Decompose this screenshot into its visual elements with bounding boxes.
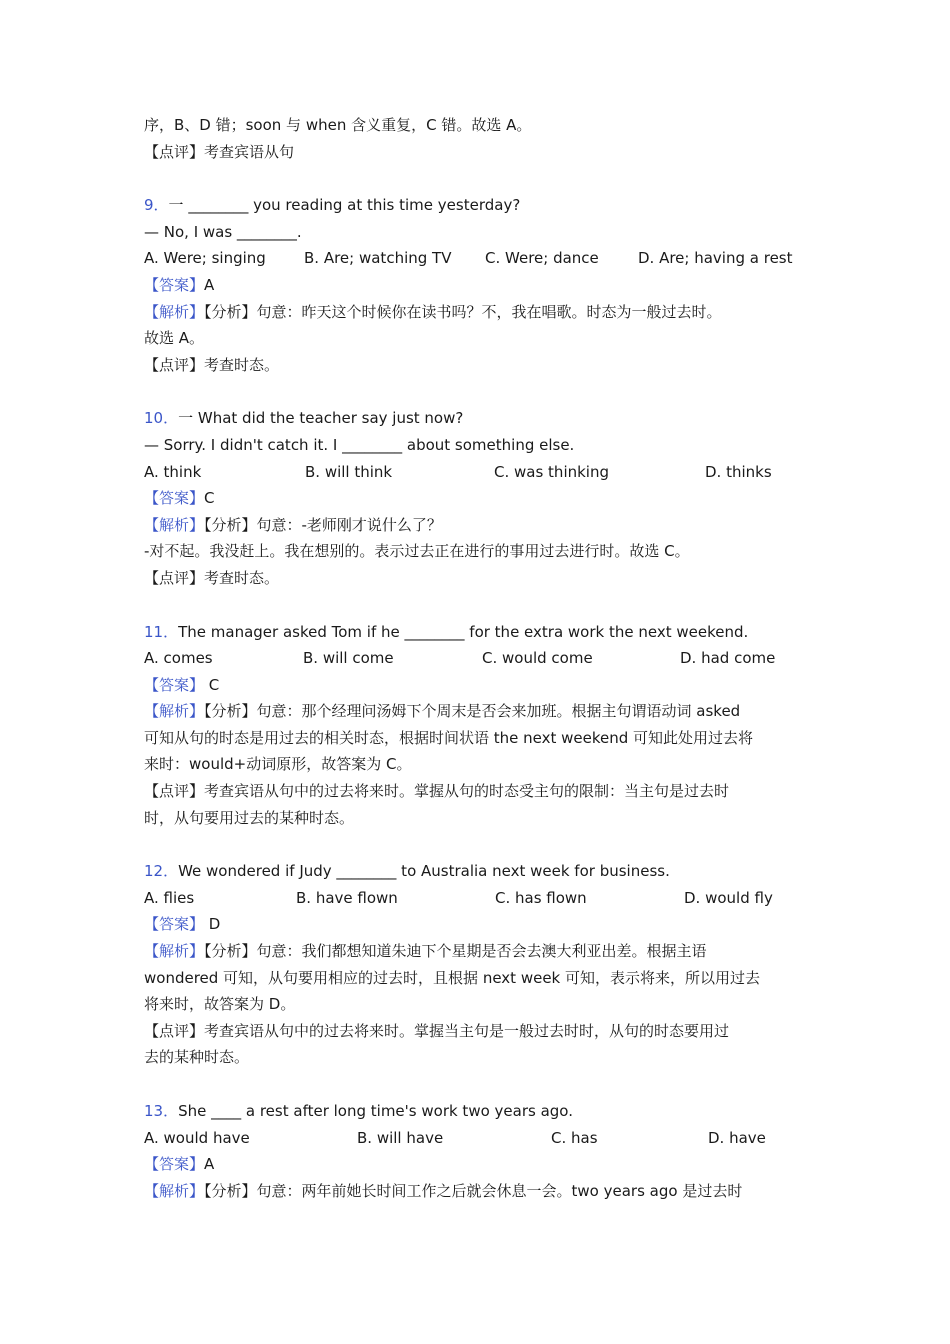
answer-line: 【答案】 C — [144, 675, 220, 694]
option-c: C. would come — [482, 649, 593, 668]
answer-label: 【答案】 — [144, 1155, 205, 1174]
analysis-line: 将来时，故答案为 D。 — [144, 995, 296, 1014]
option-b: B. Are; watching TV — [304, 249, 452, 268]
answer-line: 【答案】 D — [144, 915, 221, 934]
question-number: 9． — [144, 196, 169, 215]
answer-options — [144, 885, 814, 912]
answer-options — [144, 1125, 814, 1152]
analysis-line: 来时：would+动词原形，故答案为 C。 — [144, 755, 412, 774]
comment-line: 去的某种时态。 — [144, 1048, 250, 1067]
option-c: C. was thinking — [494, 462, 609, 481]
answer-line: 【答案】C — [144, 489, 215, 508]
option-b: B. will have — [357, 1128, 444, 1147]
comment-label: 【点评】 — [144, 782, 205, 801]
analysis-label: 【解析】 — [144, 702, 205, 721]
question-number: 12． — [144, 862, 179, 881]
option-a: A. Were; singing — [144, 249, 266, 268]
comment-label: 【点评】 — [144, 142, 205, 161]
question-stem: 10．一 What did the teacher say just now? — [144, 409, 464, 428]
comment-line: 【点评】考查时态。 — [144, 355, 280, 374]
analysis-line: wondered 可知，从句要用相应的过去时，且根据 next week 可知，表示将来，所以用过去 — [144, 968, 761, 987]
analysis-label: 【解析】 — [144, 302, 205, 321]
option-d: D. had come — [680, 649, 776, 668]
question-stem: 11．The manager asked Tom if he ________ for the extra work the next weekend. — [144, 622, 749, 641]
option-b: B. have flown — [296, 888, 398, 907]
analysis-line: -对不起。我没赶上。我在想别的。表示过去正在进行的事用过去进行时。故选 C。 — [144, 542, 690, 561]
question-stem-line2: — Sorry. I didn't catch it. I ________ about something else. — [144, 435, 575, 454]
answer-label: 【答案】 — [144, 915, 205, 934]
answer-label: 【答案】 — [144, 675, 205, 694]
intro-comment: 【点评】考查宾语从句 — [144, 142, 295, 161]
question-stem: 13．She ____ a rest after long time's work two years ago. — [144, 1102, 573, 1120]
answer-line: 【答案】A — [144, 275, 215, 294]
analysis-line: 【解析】【分析】句意：昨天这个时候你在读书吗？不，我在唱歌。时态为一般过去时。 — [144, 302, 722, 321]
option-b: B. will think — [305, 462, 393, 481]
analysis-label: 【解析】 — [144, 515, 205, 534]
analysis-line: 【解析】【分析】句意：那个经理问汤姆下个周末是否会来加班。根据主句谓语动词 asked — [144, 702, 741, 721]
comment-line: 时，从句要用过去的某种时态。 — [144, 808, 355, 827]
question-stem: 12．We wondered if Judy ________ to Australia next week for business. — [144, 862, 670, 881]
option-d: D. thinks — [705, 462, 772, 481]
analysis-line: 可知从句的时态是用过去的相关时态，根据时间状语 the next weekend 可知此处用过去将 — [144, 728, 754, 747]
comment-label: 【点评】 — [144, 355, 205, 374]
comment-line: 【点评】考查时态。 — [144, 568, 280, 587]
option-a: A. would have — [144, 1128, 250, 1147]
option-d: D. have — [708, 1128, 766, 1147]
answer-label: 【答案】 — [144, 275, 205, 294]
document-page — [144, 112, 814, 1204]
answer-options — [144, 459, 814, 486]
comment-label: 【点评】 — [144, 568, 205, 587]
question-number: 10． — [144, 409, 179, 428]
analysis-line: 【解析】【分析】句意：我们都想知道朱迪下个星期是否会去澳大利亚出差。根据主语 — [144, 942, 707, 961]
analysis-label: 【解析】 — [144, 1181, 205, 1200]
question-stem-line2: — No, I was ________. — [144, 222, 302, 241]
question-number: 13． — [144, 1102, 179, 1120]
answer-options — [144, 645, 814, 672]
option-b: B. will come — [303, 649, 394, 668]
answer-label: 【答案】 — [144, 489, 205, 508]
option-d: D. would fly — [684, 888, 773, 907]
option-c: C. Were; dance — [485, 249, 599, 268]
option-c: C. has flown — [495, 888, 587, 907]
question-number: 11． — [144, 622, 179, 641]
answer-options — [144, 245, 814, 272]
analysis-label: 【解析】 — [144, 942, 205, 961]
option-c: C. has — [551, 1128, 598, 1147]
analysis-line: 故选 A。 — [144, 329, 205, 348]
option-d: D. Are; having a rest — [638, 249, 793, 268]
comment-line: 【点评】考查宾语从句中的过去将来时。掌握当主句是一般过去时时，从句的时态要用过 — [144, 1021, 730, 1040]
question-stem: 9．一 ________ you reading at this time yesterday? — [144, 196, 521, 215]
answer-line: 【答案】A — [144, 1155, 215, 1174]
analysis-line: 【解析】【分析】句意：-老师刚才说什么了？ — [144, 515, 442, 534]
option-a: A. comes — [144, 649, 213, 668]
option-a: A. think — [144, 462, 202, 481]
intro-text: 序，B、D 错；soon 与 when 含义重复，C 错。故选 A。 — [144, 116, 532, 134]
comment-line: 【点评】考查宾语从句中的过去将来时。掌握从句的时态受主句的限制：当主句是过去时 — [144, 782, 730, 801]
analysis-line: 【解析】【分析】句意：两年前她长时间工作之后就会休息一会。two years ago 是过去时 — [144, 1181, 743, 1200]
option-a: A. flies — [144, 888, 195, 907]
comment-label: 【点评】 — [144, 1021, 205, 1040]
